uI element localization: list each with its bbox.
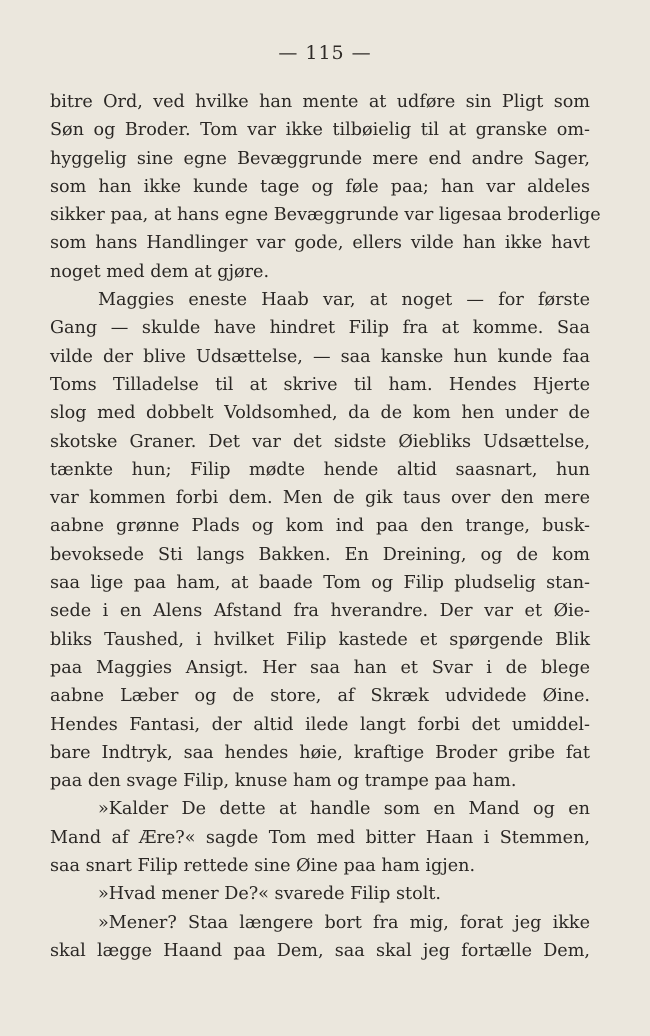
text-line: vilde der blive Udsættelse, — saa kanske hun kunde faa	[50, 346, 590, 367]
text-line: Toms Tilladelse til at skrive til ham. Hendes Hjerte	[50, 374, 590, 395]
text-line: Søn og Broder. Tom var ikke tilbøielig til at granske om-	[50, 120, 590, 141]
text-line: sikker paa, at hans egne Bevæggrunde var ligesaa broderlige	[50, 205, 601, 226]
text-line: Maggies eneste Haab var, at noget — for første	[98, 290, 590, 311]
text-line: »Mener? Staa længere bort fra mig, forat jeg ikke	[98, 912, 590, 933]
text-line: bliks Taushed, i hvilket Filip kastede et spørgende Blik	[50, 629, 590, 650]
text-line: noget med dem at gjøre.	[50, 261, 270, 282]
text-line: saa lige paa ham, at baade Tom og Filip pludselig stan-	[50, 573, 590, 594]
text-line: skal lægge Haand paa Dem, saa skal jeg fortælle Dem,	[50, 940, 590, 961]
text-line: skotske Graner. Det var det sidste Øiebliks Udsættelse,	[50, 431, 590, 452]
text-line: paa den svage Filip, knuse ham og trampe paa ham.	[50, 771, 517, 792]
text-line: Mand af Ære?« sagde Tom med bitter Haan i Stemmen,	[50, 827, 590, 848]
text-line: Hendes Fantasi, der altid ilede langt forbi det umiddel-	[50, 714, 590, 735]
text-line: aabne grønne Plads og kom ind paa den trange, busk-	[50, 516, 590, 537]
text-line: bitre Ord, ved hvilke han mente at udføre sin Pligt som	[50, 92, 590, 112]
text-line: »Kalder De dette at handle som en Mand og en	[98, 799, 590, 820]
text-line: paa Maggies Ansigt. Her saa han et Svar i de blege	[50, 657, 590, 678]
text-line: bare Indtryk, saa hendes høie, kraftige Broder gribe fat	[50, 742, 590, 763]
text-line: »Hvad mener De?« svarede Filip stolt.	[98, 884, 442, 905]
text-line: tænkte hun; Filip mødte hende altid saasnart, hun	[50, 459, 590, 480]
page-number: — 115 —	[278, 42, 372, 64]
text-line: slog med dobbelt Voldsomhed, da de kom hen under de	[50, 403, 590, 424]
body-text	[50, 88, 601, 965]
text-line: aabne Læber og de store, af Skræk udvidede Øine.	[50, 686, 590, 707]
text-line: som han ikke kunde tage og føle paa; han var aldeles	[50, 176, 590, 197]
text-line: var kommen forbi dem. Men de gik taus over den mere	[50, 488, 590, 509]
text-line: saa snart Filip rettede sine Øine paa ham igjen.	[50, 856, 476, 877]
text-line: Gang — skulde have hindret Filip fra at komme. Saa	[50, 318, 590, 339]
text-line: som hans Handlinger var gode, ellers vilde han ikke havt	[50, 233, 590, 254]
text-line: hyggelig sine egne Bevæggrunde mere end andre Sager,	[50, 148, 590, 169]
text-line: sede i en Alens Afstand fra hverandre. Der var et Øie-	[50, 601, 590, 622]
text-line: bevoksede Sti langs Bakken. En Dreining, og de kom	[50, 544, 590, 565]
